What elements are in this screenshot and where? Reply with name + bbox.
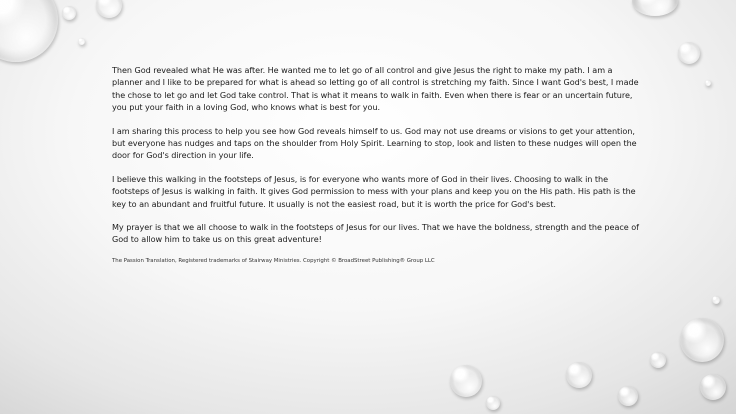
water-drop-right-tiny	[705, 80, 711, 86]
water-drop-top-right	[632, 0, 678, 16]
water-drop-right-upper	[678, 42, 700, 64]
paragraph-4: My prayer is that we all choose to walk in the footsteps of Jesus for our lives. That we have the boldness, strength and the peace of God to allow him to take us on this great adventure!	[112, 222, 639, 245]
slide-body	[112, 64, 642, 265]
water-drop-bottom-right-b	[650, 352, 666, 368]
copyright-footnote: The Passion Translation, Registered trademarks of Stairway Ministries. Copyright © BroadStreet Publishing® Group LLC	[112, 257, 435, 264]
water-drop-bottom-mid-right	[566, 362, 592, 388]
water-drop-bottom-middle	[450, 365, 482, 397]
water-drop-bottom-right-a	[618, 386, 638, 406]
water-drop-bottom-small	[486, 396, 500, 410]
water-drop-bottom-right-large	[680, 318, 724, 362]
paragraph-1: Then God revealed what He was after. He wanted me to let go of all control and give Jesus the right to make my path. I am a planner and I like to be prepared for what is ahead so letting go of all control is stretching my faith. Since I want God's best, I made the chose to let go and let God take control. That is what it means to walk in faith. Even when there is fear or an uncertain future, you put your faith in a loving God, who knows what is best for you.	[112, 65, 639, 113]
paragraph-2: I am sharing this process to help you see how God reveals himself to us. God may not use dreams or visions to get your attention, but everyone has nudges and taps on the shoulder from Holy Spirit. Learning to stop, look and listen to these nudges will open the door for God's direction in your life.	[112, 125, 637, 161]
paragraph-3: I believe this walking in the footsteps of Jesus, is for everyone who wants more of God in their lives. Choosing to walk in the footsteps of Jesus is walking in faith. It gives God permission to mess with your plans and keep you on the His path. His path is the key to an abundant and fruitful future. It usually is not the easiest road, but it is worth the price for God's best.	[112, 173, 636, 209]
water-drop-bottom-right-c	[700, 374, 726, 400]
water-drop-medium-top	[96, 0, 122, 18]
water-drop-large-top-left	[0, 0, 58, 62]
water-drop-tiny-top-left	[78, 38, 85, 45]
water-drop-bottom-right-tiny	[712, 296, 720, 304]
water-drop-small-top-left	[62, 6, 76, 20]
